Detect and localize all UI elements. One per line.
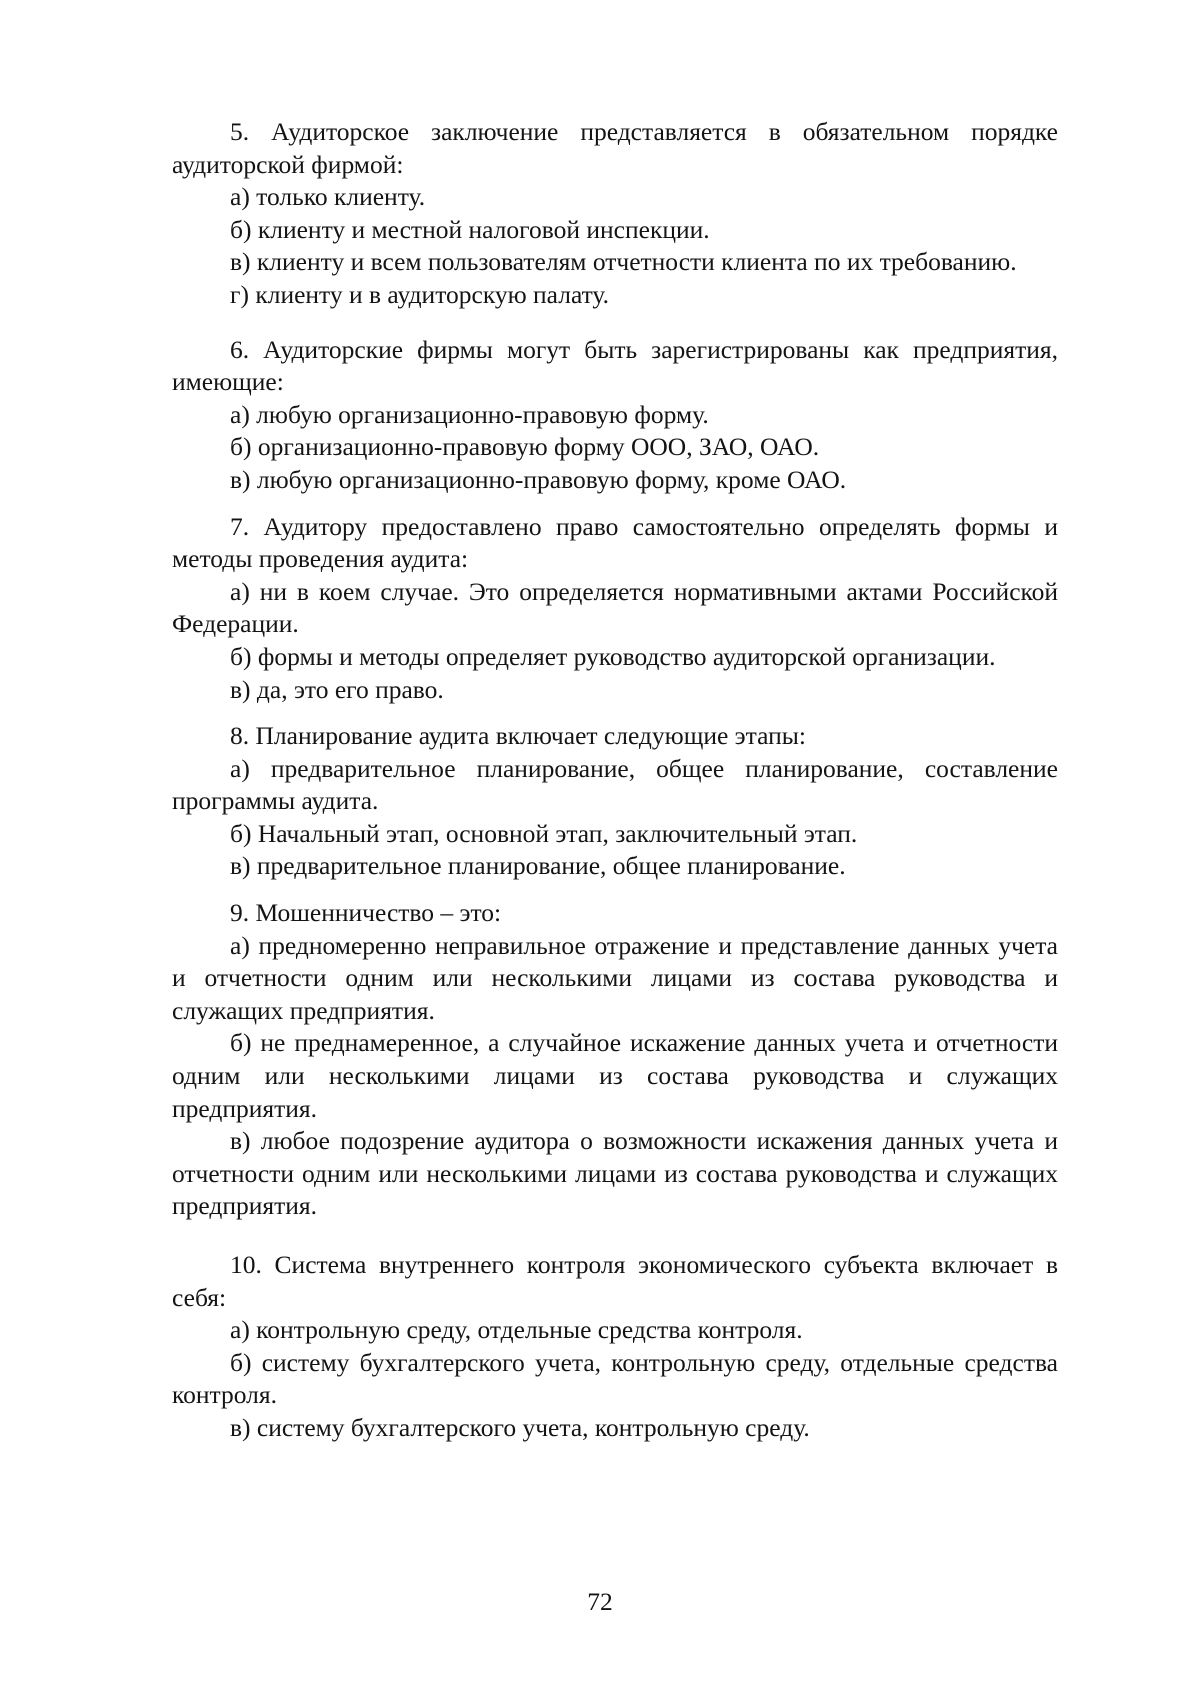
answer-option: а) предварительное планирование, общее планирование, составление программы аудита. [172,753,1058,816]
answer-option: в) предварительное планирование, общее планирование. [230,851,846,881]
answer-option: б) клиенту и местной налоговой инспекции. [230,214,710,244]
question-block [172,511,1058,707]
answer-option: в) любую организационно-правовую форму, кроме ОАО. [230,464,847,494]
question-text: 10. Система внутреннего контроля экономического субъекта включает в себя: [172,1250,1058,1312]
question-text: 8. Планирование аудита включает следующие этапы: [230,721,806,751]
question-block [172,897,1058,1223]
answer-option: б) формы и методы определяет руководство аудиторской организации. [230,641,996,671]
question-text: 5. Аудиторское заключение представляется в обязательном порядке аудиторской фирмой: [172,117,1058,179]
question-text: 7. Аудитору предоставлено право самостоятельно определять формы и методы проведения аудита: [172,511,1058,574]
answer-option: в) клиенту и всем пользователям отчетности клиента по их требованию. [230,247,1017,277]
answer-option: в) да, это его право. [230,674,444,704]
answer-option: б) систему бухгалтерского учета, контрольную среду, отдельные средства контроля. [172,1347,1058,1410]
question-block [172,720,1058,883]
question-block [172,116,1058,312]
page-body [172,116,1058,1445]
answer-option: г) клиенту и в аудиторскую палату. [230,279,609,309]
answer-option: а) предномеренно неправильное отражение и представление данных учета и отчетности одним или несколькими лицами из состава руководства и служащих предприятия. [172,930,1058,1025]
question-text: 9. Мошенничество – это: [230,898,502,928]
answer-option: в) систему бухгалтерского учета, контрольную среду. [230,1412,810,1442]
answer-option: в) любое подозрение аудитора о возможности искажения данных учета и отчетности одним или несколькими лицами из состава руководства и служащих предприятия. [172,1126,1058,1221]
answer-option: а) любую организационно-правовую форму. [230,399,709,429]
answer-option: б) не преднамеренное, а случайное искажение данных учета и отчетности одним или несколькими лицами из состава руководства и служащих предприятия. [172,1028,1058,1123]
question-block [172,1249,1058,1445]
question-text: 6. Аудиторские фирмы могут быть зарегистрированы как предприятия, имеющие: [172,334,1058,397]
question-block [172,334,1058,497]
answer-option: б) Начальный этап, основной этап, заключительный этап. [230,818,858,848]
page-number: 72 [587,1587,613,1616]
answer-option: а) только клиенту. [230,182,426,212]
answer-option: а) контрольную среду, отдельные средства контроля. [230,1315,803,1345]
answer-option: б) организационно-правовую форму ООО, ЗАО, ОАО. [230,432,820,462]
answer-option: а) ни в коем случае. Это определяется нормативными актами Российской Федерации. [172,576,1058,639]
